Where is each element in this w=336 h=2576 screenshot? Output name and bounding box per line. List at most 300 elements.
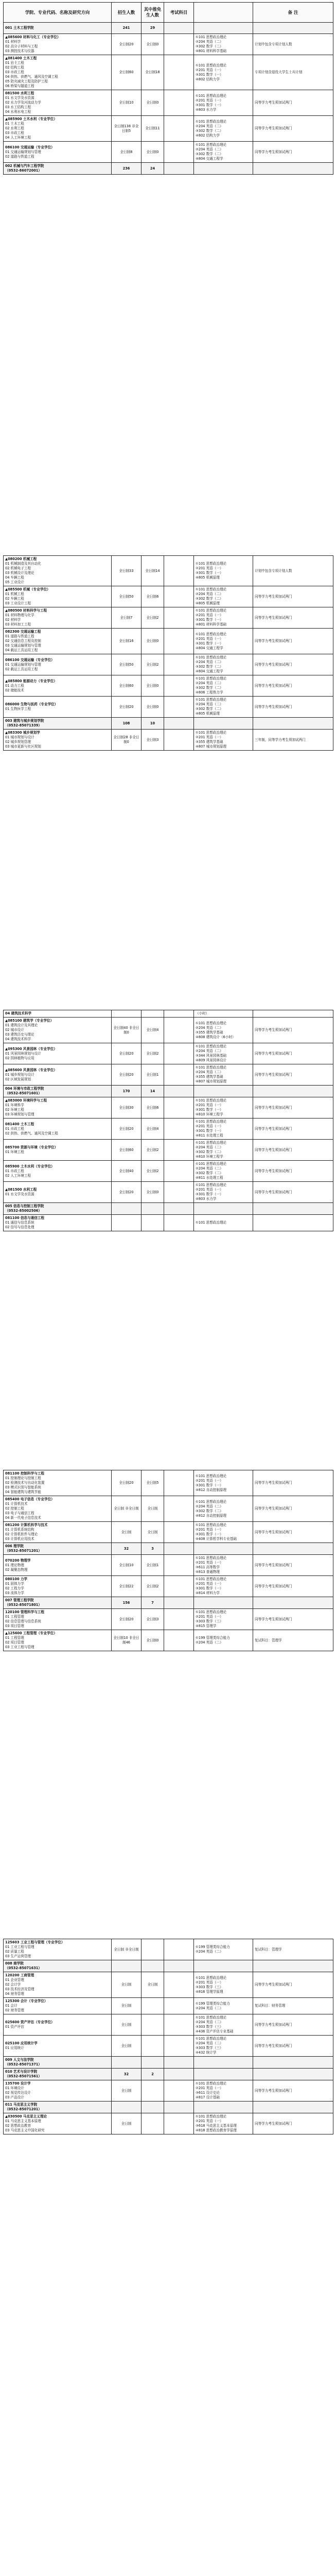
exempt-count [142,2113,164,2134]
exam-subject: ④408 计算机学科专业基础 [196,1537,237,1541]
exam-subject: ③611 高等数学 [196,1565,220,1569]
college-name-cell [4,718,112,730]
remark: 同等学力考生须加试两门 [253,2014,333,2036]
exam-subjects [194,1555,253,1576]
empty-cell [164,1203,194,1215]
exam-subjects [194,1215,253,1231]
program-cell [4,1555,112,1576]
program-cell [4,730,112,751]
catalog-table [3,1939,333,2134]
college-name-cell [4,1543,112,1555]
program-row [4,1555,333,1576]
program-row [4,675,333,697]
college-row [4,2102,333,2113]
program-cell [4,34,112,55]
program-name: ▲085100 建筑学（专业学位） [5,1019,54,1023]
catalog-page [3,2,333,175]
research-direction: 03 环境规划与管理 [5,1112,34,1116]
research-direction: 02 供热、供燃气、通风及空调工程 [5,1131,58,1136]
remark: 同等学力考生须加试两门 [253,116,333,142]
program-row [4,1522,333,1543]
program-cell [4,1215,112,1231]
exam-subjects [194,697,253,718]
exam-subject: ①101 思想政治理论 [196,119,227,124]
exam-subjects [194,1097,253,1118]
enrollment-plan: 全日制20 [112,34,142,55]
empty-cell [194,1543,253,1555]
college-name: 009 人文与法学院 [5,2058,34,2062]
exam-subject: ①101 思想政治理论 [196,676,227,681]
program-name: 086100 交通运输（专业学位） [5,657,55,662]
column-header: 其中推免生人数 [142,3,164,23]
research-direction: 02 高分子材料与工程 [5,44,38,48]
program-name: 081200 计算机科学与技术 [5,1523,48,1527]
exam-subject: ①101 思想政治理论 [196,2037,227,2041]
exam-subject: ②204 英语（二） [196,1950,223,1954]
enrollment-plan: 全日制20 [112,1182,142,1203]
program-name: ▲083000 环境科学与工程 [5,1098,47,1103]
program-name: 081100 控制科学与工程 [5,1471,44,1476]
exam-subject: ①101 思想政治理论 [196,93,227,98]
exempt-count: 全日制0 [142,34,164,55]
exam-subject: ④817 设计基础 [196,2095,220,2099]
program-row [4,1609,333,1630]
program-name: 086000 生物与医药（专业学位） [5,702,58,706]
exam-subject: ③302 数学（二） [196,128,223,133]
exam-subject: ④801 材料科学基础 [196,622,227,626]
empty-cell [194,2069,253,2080]
exam-subject: ④807 城市规划原理 [196,744,227,749]
enrollment-plan: 全日制20 [112,1118,142,1140]
exam-subject: ①101 思想政治理论 [196,1577,227,1581]
research-direction: 04 财务管理 [5,1992,24,1996]
college-row [4,1960,333,1972]
exempt-count: 全日制18 [142,55,164,90]
catalog-page [3,1010,333,1231]
program-name: ▲081500 水利工程 [5,1188,37,1192]
enrollment-plan: 全日制40 [112,1161,142,1182]
college-name: 001 土木工程学院 [5,26,34,30]
remark: 复试科目：管理学 [253,1939,333,1960]
research-direction: 03 城市更新与社区规划 [5,744,41,749]
program-cell [4,1496,112,1522]
exam-subjects [194,2036,253,2057]
research-direction: 01 交通运输规划与管理 [5,149,41,154]
program-cell [4,1609,112,1630]
research-direction: 01 机械工程 [5,592,24,596]
college-exempt [142,1960,164,1972]
research-direction: 02 区域发展规划 [5,1077,31,1081]
exam-subject: ①101 思想政治理论 [196,1221,227,1225]
exam-subject: ①101 思想政治理论 [196,1610,227,1614]
college-name-cell [4,163,112,175]
research-direction: 02 水力学及河流动力学 [5,100,41,105]
exam-subjects [194,1496,253,1522]
program-name: 125300 会计（专业学位） [5,1999,48,2003]
exam-subject: ②201 英语（一） [196,1561,223,1565]
college-name: 005 信息与控制工程学院 [5,1204,44,1208]
enrollment-plan: 全日制20 [112,1043,142,1064]
program-name: 086100 交通运输（专业学位） [5,145,55,149]
program-name: 080100 力学 [5,1577,28,1581]
program-row [4,556,333,586]
exam-subject: ④803 水力学 [196,107,217,112]
program-cell [4,1010,112,1018]
program-cell [4,1097,112,1118]
college-exempt [142,2102,164,2113]
college-exempt: 7 [142,1597,164,1609]
exam-subject: ③303 数学（三） [196,1619,223,1623]
program-name: 04 建筑技术科学 [5,1011,32,1015]
research-direction: 01 材料学 [5,40,21,44]
research-direction: 01 通信与信息系统 [5,1221,34,1225]
college-row [4,718,333,730]
research-direction: 02 园林植物与应用 [5,1056,34,1060]
enrollment-plan: 全日制 [112,2113,142,2134]
program-cell [4,1470,112,1496]
enrollment-plan: 全日制16 [112,629,142,654]
empty-cell [164,718,194,730]
empty-cell [164,163,194,175]
enrollment-plan: 全日制60 [112,55,142,90]
exam-subject: ②204 英语（二） [196,2020,223,2024]
college-row [4,23,333,34]
research-direction: 02 道路与铁道工程 [5,154,34,159]
remark: 同等学力考生须加试两门 [253,1064,333,1086]
exam-subject: ②201 英语（一） [196,1980,223,1985]
exam-subject: ②201 英语（一） [196,1188,223,1192]
enrollment-plan: 全日制8 [112,142,142,163]
exam-subject: ④812 自动控制原理 [196,1487,227,1492]
enrollment-plan: 全日制 [112,1972,142,1998]
research-direction: 01 环境科学 [5,1103,24,1107]
exam-subject: ③618 马克思主义基本原理 [196,2124,237,2128]
empty-cell [194,2057,253,2069]
remark: 同等学力考生须加试两门 [253,1043,333,1064]
exam-subject: ③301 数学（一） [196,103,223,107]
empty-cell [253,1086,333,1097]
program-name: 025600 资产评估（专业学位） [5,2020,55,2024]
research-direction: 01 水文学及水资源 [5,96,34,100]
program-cell [4,2036,112,2057]
enrollment-plan: 全日制50 [112,586,142,607]
research-direction: 03 测控技术与仪器 [5,49,34,53]
exam-subject: ①101 思想政治理论 [196,608,227,613]
college-total: 236 [112,163,142,175]
research-direction: 03 市政工程 [5,70,24,74]
program-row [4,697,333,718]
college-name-cell [4,1086,112,1097]
research-direction: 03 材料加工工程 [5,622,31,626]
research-direction: 01 水文学及水资源 [5,1192,34,1196]
exam-subject: ①199 管理类综合能力 [196,2001,230,2006]
spacer-cell [164,607,194,629]
empty-cell [253,718,333,730]
college-row [4,1203,333,1215]
spacer-cell [164,1182,194,1203]
program-cell [4,675,112,697]
college-name: 003 建筑与城乡规划学院 [5,719,44,723]
exam-subject: ①101 思想政治理论 [196,1975,227,1980]
exam-subject: ①101 思想政治理论 [196,1162,227,1166]
research-direction: 03 计算机应用技术 [5,1537,34,1541]
header-row [4,3,333,23]
college-row [4,1086,333,1097]
enrollment-plan [112,1215,142,1231]
program-cell [4,2080,112,2102]
exam-subject: ③302 数学（二） [196,665,223,669]
program-row [4,1576,333,1597]
program-name: 085700 资源与环境（专业学位） [5,1145,58,1149]
exam-subject: ②201 英语（一） [196,98,223,103]
college-phone: （0532-85071561） [5,2074,42,2078]
program-cell [4,654,112,675]
exam-subjects [194,1064,253,1086]
college-name-cell [4,2102,112,2113]
exam-subject: ③344 风景园林基础 [196,1054,227,1058]
exam-subject: ②204 英语（二） [196,1166,223,1171]
exam-subject: ④803 水力学 [196,1197,217,1201]
exam-subject: ③301 数学（一） [196,1108,223,1112]
college-total: 32 [112,2069,142,2080]
spacer-cell [164,1998,194,2014]
empty-cell [253,163,333,175]
exam-subject: ②201 英语（一） [196,613,223,617]
exam-subject: ④802 结构力学 [196,133,220,138]
spacer-cell [164,1630,194,1651]
college-total: 156 [112,1597,142,1609]
exam-subject: ④436 资产评估专业基础 [196,2029,234,2033]
exam-subject: ①101 思想政治理论 [196,587,227,591]
spacer-cell [164,34,194,55]
program-name: ▲080200 机械工程 [5,557,37,561]
college-exempt: 29 [142,23,164,34]
empty-cell [164,23,194,34]
enrollment-plan: 全日制60 [112,675,142,697]
exam-subject: ②201 英语（一） [196,1528,223,1532]
program-row [4,1972,333,1998]
column-header [194,3,253,23]
exam-subject: ④811 水处理工程 [196,1176,223,1180]
program-cell [4,697,112,718]
enrollment-plan: 全日制33 [112,556,142,586]
research-direction: 01 市政工程 [5,1168,24,1173]
program-row [4,2113,333,2134]
empty-cell [164,1597,194,1609]
research-direction: 01 马克思主义基本原理 [5,2119,41,2123]
college-name: 004 环境与市政工程学院 [5,1087,44,1091]
enrollment-plan: 全日制 非全日制 [112,1496,142,1522]
research-direction: 04 智能建筑与建筑节能 [5,1490,41,1494]
program-row [4,1097,333,1118]
research-direction: 04 人工环境工程 [5,135,31,140]
college-exempt: 2 [142,2069,164,2080]
program-name: ▲085500 机械（专业学位） [5,587,50,591]
spacer-cell [164,2014,194,2036]
program-cell [4,1972,112,1998]
enrollment-plan: 全日制 [112,1998,142,2014]
program-row [4,1118,333,1140]
research-direction: 01 工程管理 [5,1615,24,1619]
research-direction: 02 项目管理 [5,1640,24,1645]
research-direction: 02 质量工程 [5,1950,24,1954]
exam-subject: ③355 建筑学基础 [196,740,223,744]
program-cell [4,629,112,654]
exam-subject: ④806 工程热力学 [196,690,223,694]
exam-subject: ④805 机械原理 [196,575,220,580]
research-direction: 02 结构工程 [5,65,24,70]
exempt-count [142,2080,164,2102]
exam-subject: ①101 思想政治理论 [196,1120,227,1124]
research-direction: 01 计算机系统结构 [5,1528,34,1532]
research-direction: 01 资产评估 [5,2025,24,2029]
exam-subject: ②204 英语（二） [196,2041,223,2045]
exam-subject: ④816 管理学原理 [196,1989,223,1994]
program-name: 085400 电子信息（专业学位） [5,1497,55,1501]
empty-cell [253,2057,333,2069]
college-total [112,2102,142,2113]
exam-subjects [194,2014,253,2036]
research-direction: 02 视觉传达设计 [5,2091,31,2095]
exam-subject: ④811 水处理工程 [196,1133,223,1138]
research-direction: 01 环境设计 [5,2086,24,2090]
remark: 复试科目：管理学 [253,1630,333,1651]
college-name-cell [4,2069,112,2080]
program-name: 082300 交通运输工程 [5,630,41,634]
exam-subjects [194,556,253,586]
college-phone: （0532-85071201） [5,2107,42,2111]
column-header: 学院、专业代码、名称及研究方向 [4,3,112,23]
research-direction: 04 载运工具运用工程 [5,648,38,652]
exam-subjects [194,142,253,163]
research-direction: 01 控制理论与控制工程 [5,1476,41,1480]
spacer-cell [164,1576,194,1597]
program-cell [4,1182,112,1203]
spacer-cell [164,1939,194,1960]
enrollment-plan: 全日制30 [112,1097,142,1118]
program-row [4,1018,333,1043]
exam-subject: ②204 英语（二） [196,1640,223,1645]
exam-subject: ④805 机械原理 [196,601,220,605]
exempt-count: 全日制4 [142,1018,164,1043]
exam-subject: ③301 数学（一） [196,72,223,77]
spacer-cell [164,1010,194,1018]
exam-subjects [194,1118,253,1140]
college-total: 241 [112,23,142,34]
enrollment-plan: 全日制138 非全日制5 [112,116,142,142]
program-name: ▲085800 能源动力（专业学位） [5,679,57,683]
empty-cell [164,1086,194,1097]
exam-subjects [194,1522,253,1543]
college-row [4,1543,333,1555]
enrollment-plan: 全日制28 非全日制0 [112,730,142,751]
exam-subjects [194,586,253,607]
empty-cell [253,1543,333,1555]
exam-subject: ④801 材料科学基础 [196,49,227,53]
remark: 同等学力考生须加试两门 [253,1161,333,1182]
empty-cell [164,2069,194,2080]
research-direction: 02 环境工程 [5,1108,24,1112]
research-direction: 01 理论物理 [5,1563,24,1567]
exam-subject: ③301 数学（一） [196,1192,223,1196]
exempt-count: 全日制 [142,1522,164,1543]
catalog-table [3,1470,333,1651]
exam-subject: ①199 管理类综合能力 [196,1636,230,1640]
enrollment-plan: 全日制 非全日制 [112,1939,142,1960]
exempt-count: 全日制0 [142,142,164,163]
remark: 同等学力考生须加试两门 [253,697,333,718]
research-direction: 03 市政工程 [5,131,24,135]
research-direction: 02 材料学 [5,618,21,622]
exam-subject: ①101 思想政治理论 [196,1021,227,1025]
program-row [4,1630,333,1651]
exam-subjects [194,1010,253,1018]
exam-subject: ④815 管理学 [196,1624,217,1628]
exam-subject: ①101 思想政治理论 [196,63,227,67]
exempt-count: 全日制4 [142,1118,164,1140]
exempt-count: 全日制6 [142,586,164,607]
exempt-count: 全日制5 [142,1470,164,1496]
empty-cell [194,1086,253,1097]
exempt-count [142,1010,164,1018]
program-cell [4,2113,112,2134]
exam-subject: ②204 英语（二） [196,1504,223,1509]
exempt-count: 全日制11 [142,116,164,142]
enrollment-plan: 全日制7 [112,607,142,629]
college-total: 108 [112,718,142,730]
enrollment-plan: 全日制 [112,2014,142,2036]
enrollment-plan: 全日制10 [112,90,142,116]
program-cell [4,1043,112,1064]
college-exempt [142,2057,164,2069]
enrollment-plan: 全日制20 [112,1470,142,1496]
research-direction: 04 水利水电工程 [5,110,31,114]
exam-subjects [194,1018,253,1043]
college-exempt [142,1203,164,1215]
research-direction: 04 车辆工程 [5,575,24,580]
exam-subject: ③611 设计史论 [196,2091,220,2095]
program-name: ▲085600 风景园林（专业学位） [5,1067,57,1072]
exam-subject: ②201 英语（一） [196,566,223,570]
college-total [112,2057,142,2069]
college-phone: （0532-85002506） [5,1209,42,1213]
exam-subjects [194,730,253,751]
remark: 复试科目：财务管理 [253,1998,333,2014]
college-row [4,2069,333,2080]
spacer-cell [164,1522,194,1543]
college-exempt: 10 [142,718,164,730]
exam-subjects [194,1182,253,1203]
exempt-count: 全日制6 [142,1097,164,1118]
research-direction: 05 防灾减灾工程及防护工程 [5,79,48,83]
spacer-cell [164,55,194,90]
program-cell [4,1018,112,1043]
empty-cell [253,23,333,34]
research-direction: 02 检测技术与自动化装置 [5,1481,45,1485]
exam-subject: ③303 数学（三） [196,1985,223,1989]
research-direction: 05 工业设计 [5,580,24,584]
exam-subject: ②201 英语（一） [196,1103,223,1107]
remark: 同等学力考生须加试两门 [253,142,333,163]
remark: 同等学力考生须加试两门 [253,1018,333,1043]
program-row [4,1496,333,1522]
program-row [4,730,333,751]
spacer-cell [164,1018,194,1043]
enrollment-plan: 全日制20 [112,697,142,718]
remark: 同等学力考生须加试两门 [253,1555,333,1576]
research-direction: 03 水工结构工程 [5,105,31,109]
research-direction: 02 载运工具运用工程 [5,667,38,671]
